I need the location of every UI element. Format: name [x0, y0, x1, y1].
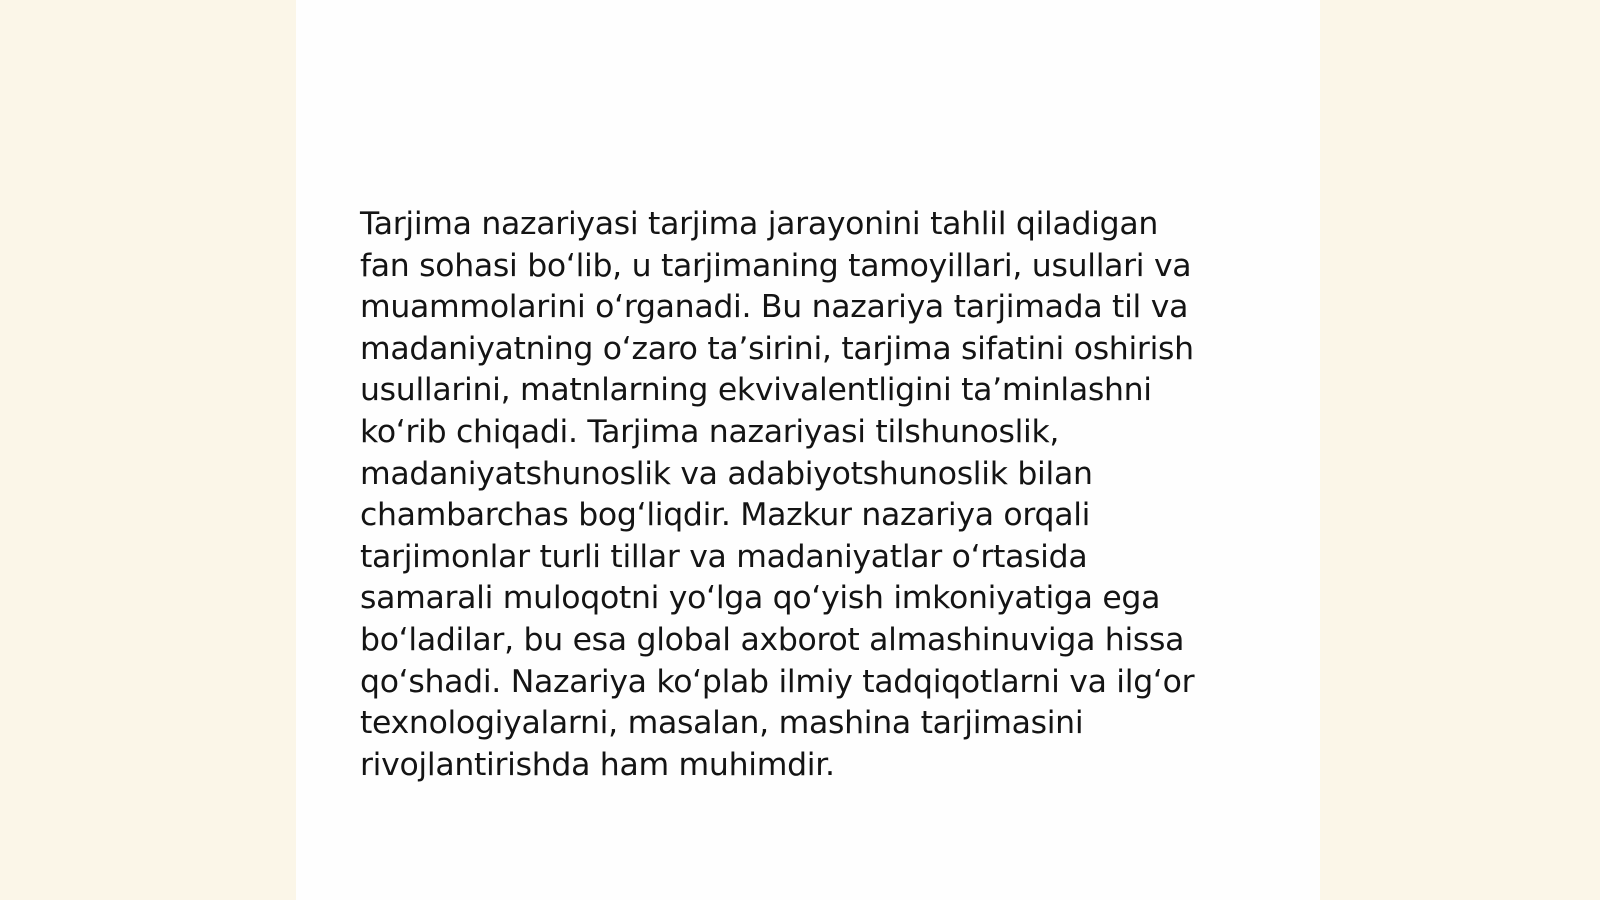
- paragraph-line: tarjimonlar turli tillar va madaniyatlar o‘rtasida: [360, 538, 1088, 575]
- paragraph-line: bo‘ladilar, bu esa global axborot almashinuviga hissa: [360, 621, 1185, 658]
- paragraph-line: qo‘shadi. Nazariya ko‘plab ilmiy tadqiqotlarni va ilg‘or: [360, 663, 1195, 700]
- left-background-panel: [0, 0, 296, 900]
- paragraph-line: chambarchas bog‘liqdir. Mazkur nazariya orqali: [360, 497, 1091, 534]
- right-background-panel: [1320, 0, 1600, 900]
- paragraph-line: madaniyatning o‘zaro ta’sirini, tarjima sifatini oshirish: [360, 330, 1194, 367]
- paragraph-line: ko‘rib chiqadi. Tarjima nazariyasi tilshunoslik,: [360, 413, 1060, 450]
- paragraph-line: muammolarini o‘rganadi. Bu nazariya tarjimada til va: [360, 289, 1189, 326]
- paragraph-line: usullarini, matnlarning ekvivalentligini ta’minlashni: [360, 372, 1152, 409]
- content-page: [296, 0, 1320, 900]
- paragraph-line: samarali muloqotni yo‘lga qo‘yish imkoniyatiga ega: [360, 580, 1161, 617]
- paragraph-line: texnologiyalarni, masalan, mashina tarjimasini: [360, 705, 1084, 742]
- paragraph-line: Tarjima nazariyasi tarjima jarayonini tahlil qiladigan: [360, 206, 1158, 242]
- body-paragraph: [360, 204, 1260, 786]
- paragraph-line: madaniyatshunoslik va adabiyotshunoslik bilan: [360, 455, 1093, 492]
- paragraph-line: fan sohasi bo‘lib, u tarjimaning tamoyillari, usullari va: [360, 247, 1192, 284]
- paragraph-line: rivojlantirishda ham muhimdir.: [360, 746, 835, 783]
